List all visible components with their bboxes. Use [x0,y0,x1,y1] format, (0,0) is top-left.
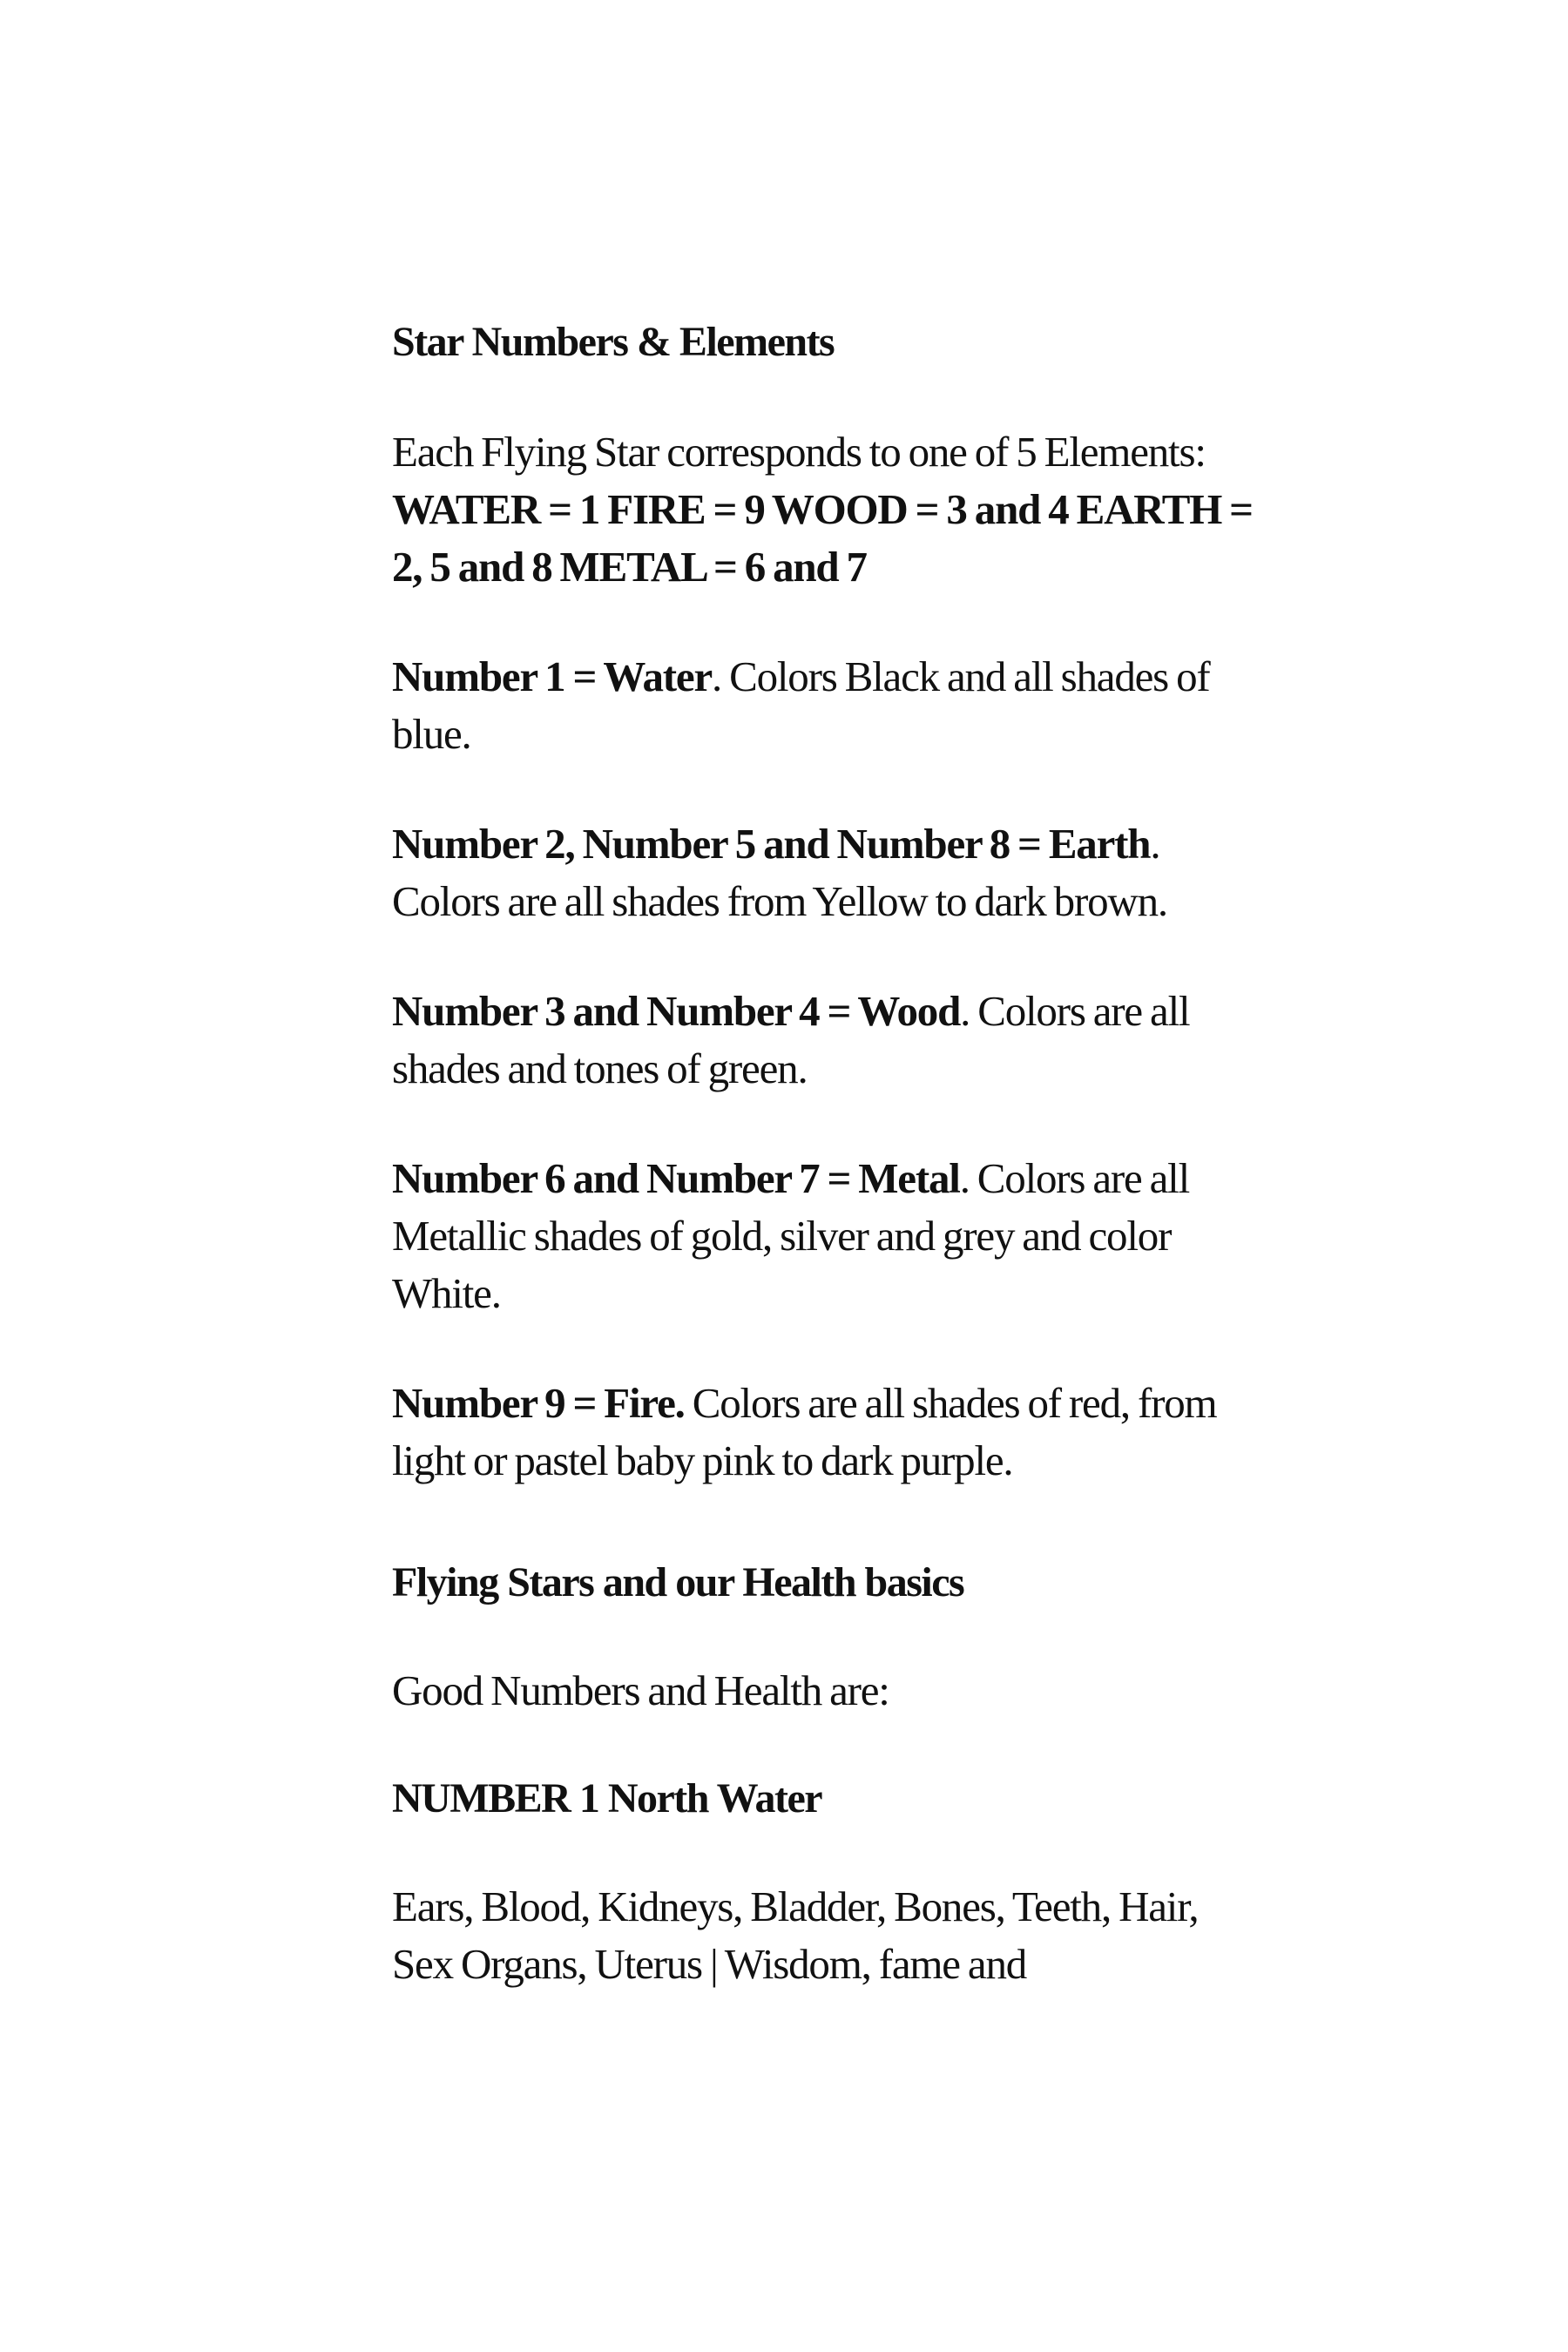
document-page [392,314,1263,1993]
entry-text: . Colors are all shades from Yellow to dark brown. [392,820,1167,925]
element-entry-metal [392,1150,1263,1322]
elements-intro-paragraph [392,423,1263,596]
element-entry-wood [392,983,1263,1098]
entry-text: . Colors Black and all shades of blue. [392,652,1210,758]
elements-mapping: WATER = 1 FIRE = 9 WOOD = 3 and 4 EARTH = 2, 5 and 8 METAL = 6 and 7 [392,485,1253,591]
entry-text: Colors are all shades of red, from light or pastel baby pink to dark purple. [392,1379,1217,1484]
entry-label: Number 6 and Number 7 = Metal [392,1154,960,1202]
entry-text: . Colors are all shades and tones of green. [392,987,1190,1092]
element-entry-fire [392,1375,1263,1490]
section-title-star-numbers: Star Numbers & Elements [392,319,835,365]
entry-label: Number 9 = Fire. [392,1379,685,1427]
section-title-health-basics: Flying Stars and our Health basics [392,1559,964,1605]
elements-intro-text: Each Flying Star corresponds to one of 5 Elements: [392,428,1206,476]
entry-label: Number 3 and Number 4 = Wood [392,987,961,1035]
entry-label: Number 1 = Water [392,652,713,700]
number-1-subheading: NUMBER 1 North Water [392,1775,822,1821]
entry-label: Number 2, Number 5 and Number 8 = Earth [392,820,1151,868]
health-intro: Good Numbers and Health are: [392,1666,889,1714]
number-1-body: Ears, Blood, Kidneys, Bladder, Bones, Teeth, Hair, Sex Organs, Uterus | Wisdom, fame and [392,1882,1199,1988]
element-entry-earth [392,815,1263,930]
element-entry-water [392,648,1263,763]
entry-text: . Colors are all Metallic shades of gold, silver and grey and color White. [392,1154,1189,1317]
